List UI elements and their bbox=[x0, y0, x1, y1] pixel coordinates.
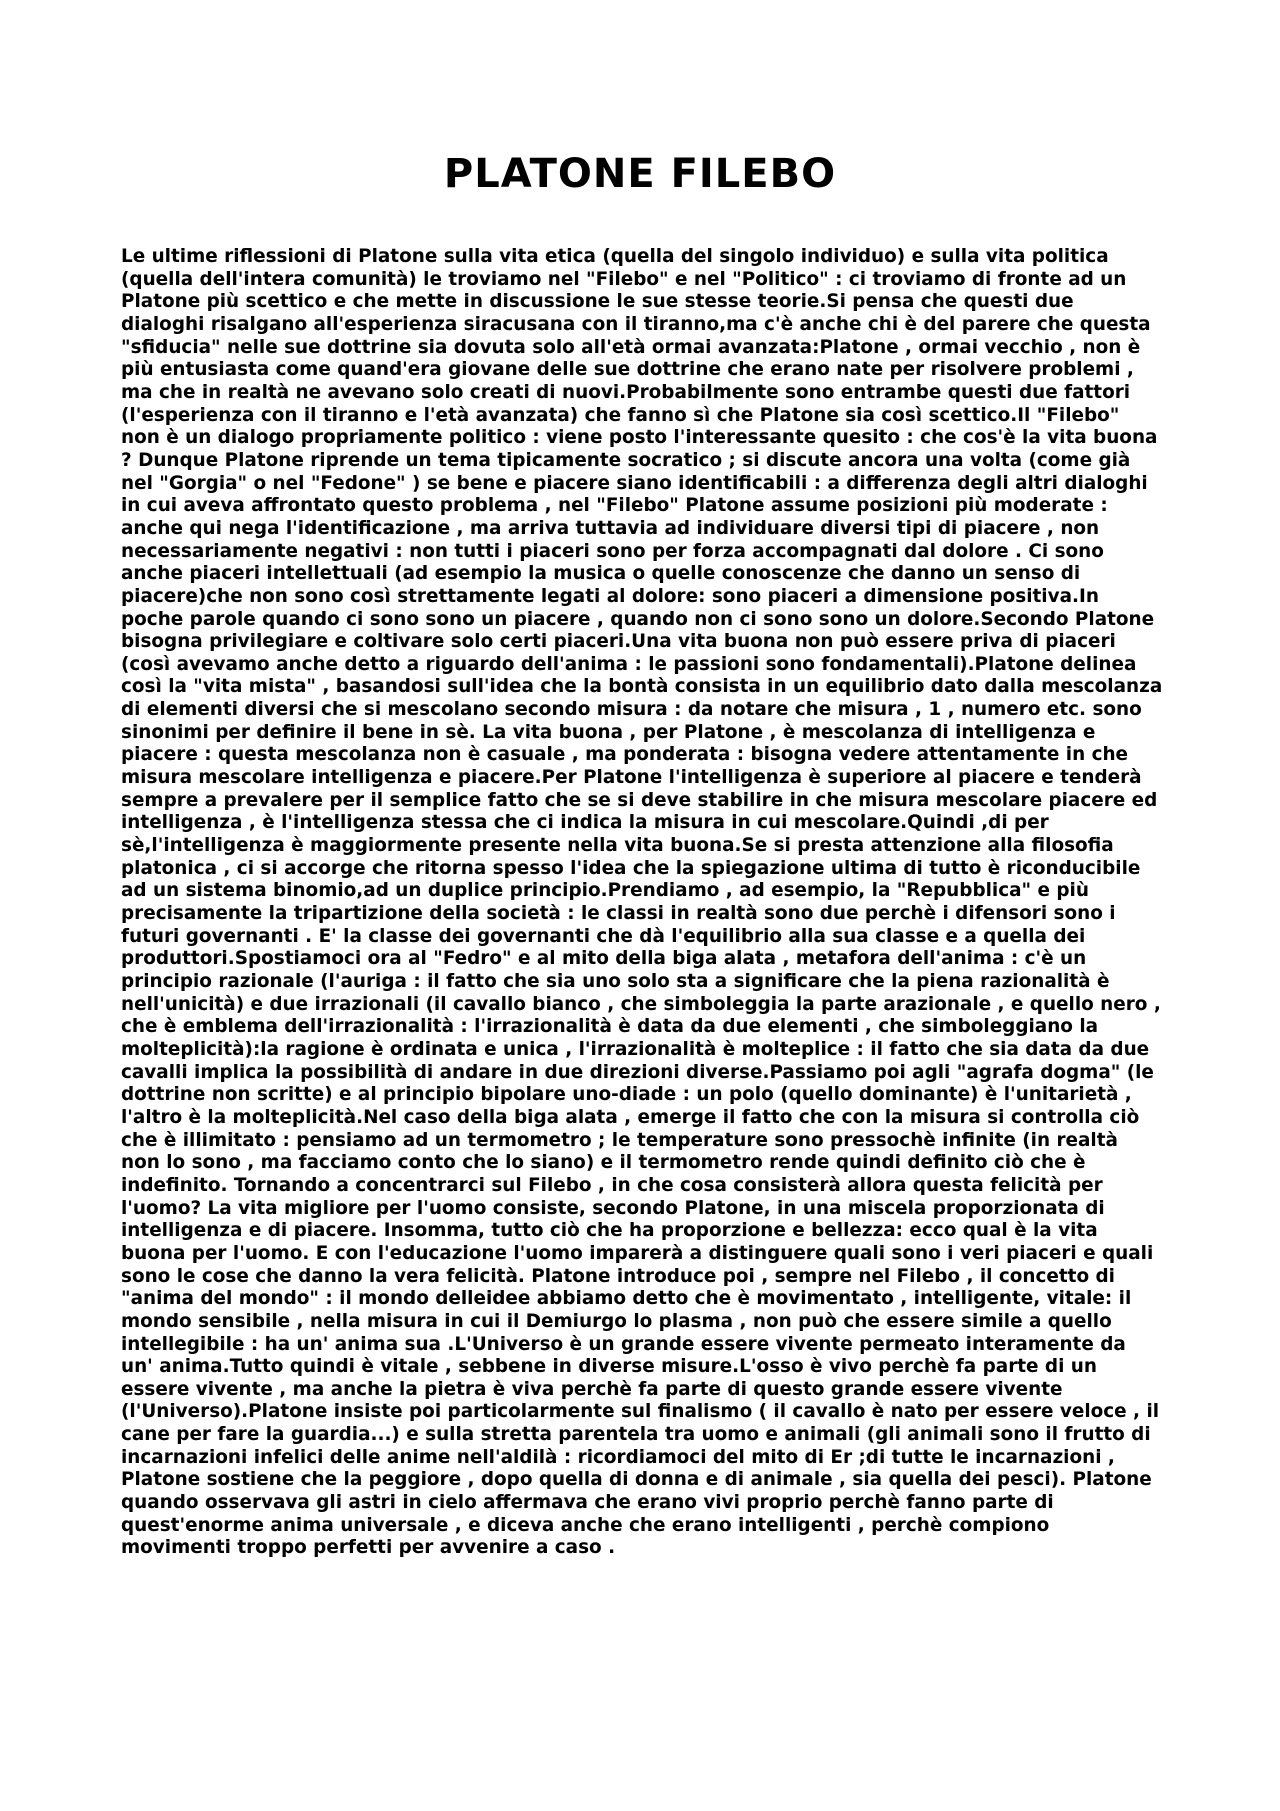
document-body-paragraph: Le ultime riflessioni di Platone sulla vita etica (quella del singolo individuo) e sulla vita politica (quella dell'intera comunità) le troviamo nel "Filebo" e nel "Politico" : ci troviamo di fronte ad un Platone più scettico e che mette in discussione le sue stesse teorie.Si pensa che questi due dialoghi risalgano all'esperienza siracusana con il tiranno,ma c'è anche chi è del parere che questa "sfiducia" nelle sue dottrine sia dovuta solo all'età ormai avanzata:Platone , ormai vecchio , non è più entusiasta come quand'era giovane delle sue dottrine che erano nate per risolvere problemi , ma che in realtà ne avevano solo creati di nuovi.Probabilmente sono entrambe questi due fattori (l'esperienza con il tiranno e l'età avanzata) che fanno sì che Platone sia così scettico.Il "Filebo" non è un dialogo propriamente politico : viene posto l'interessante quesito : che cos'è la vita buona ? Dunque Platone riprende un tema tipicamente socratico ; si discute ancora una volta (come già nel "Gorgia" o nel "Fedone" ) se bene e piacere siano identificabili : a differenza degli altri dialoghi in cui aveva affrontato questo problema , nel "Filebo" Platone assume posizioni più moderate : anche qui nega l'identificazione , ma arriva tuttavia ad individuare diversi tipi di piacere , non necessariamente negativi : non tutti i piaceri sono per forza accompagnati dal dolore . Ci sono anche piaceri intellettuali (ad esempio la musica o quelle conoscenze che danno un senso di piacere)che non sono così strettamente legati al dolore: sono piaceri a dimensione positiva.In poche parole quando ci sono sono un piacere , quando non ci sono sono un dolore.Secondo Platone bisogna privilegiare e coltivare solo certi piaceri.Una vita buona non può essere priva di piaceri (così avevamo anche detto a riguardo dell'anima : le passioni sono fondamentali).Platone delinea così la "vita mista" , basandosi sull'idea che la bontà consista in un equilibrio dato dalla mescolanza di elementi diversi che si mescolano secondo misura : da notare che misura , 1 , numero etc. sono sinonimi per definire il bene in sè. La vita buona , per Platone , è mescolanza di intelligenza e piacere : questa mescolanza non è casuale , ma ponderata : bisogna vedere attentamente in che misura mescolare intelligenza e piacere.Per Platone l'intelligenza è superiore al piacere e tenderà sempre a prevalere per il semplice fatto che se si deve stabilire in che misura mescolare piacere ed intelligenza , è l'intelligenza stessa che ci indica la misura in cui mescolare.Quindi ,di per sè,l'intelligenza è maggiormente presente nella vita buona.Se si presta attenzione alla filosofia platonica , ci si accorge che ritorna spesso l'idea che la spiegazione ultima di tutto è riconducibile ad un sistema binomio,ad un duplice principio.Prendiamo , ad esempio, la "Repubblica" e più precisamente la tripartizione della società : le classi in realtà sono due perchè i difensori sono i futuri governanti . E' la classe dei governanti che dà l'equilibrio alla sua classe e a quella dei produttori.Spostiamoci ora al "Fedro" e al mito della biga alata , metafora dell'anima : c'è un principio razionale (l'auriga : il fatto che sia uno solo sta a significare che la piena razionalità è nell'unicità) e due irrazionali (il cavallo bianco , che simboleggia la parte arazionale , e quello nero , che è emblema dell'irrazionalità : l'irrazionalità è data da due elementi , che simboleggiano la molteplicità):la ragione è ordinata e unica , l'irrazionalità è molteplice : il fatto che sia data da due cavalli implica la possibilità di andare in due direzioni diverse.Passiamo poi agli "agrafa dogma" (le dottrine non scritte) e al principio bipolare uno-diade : un polo (quello dominante) è l'unitarietà , l'altro è la molteplicità.Nel caso della biga alata , emerge il fatto che con la misura si controlla ciò che è illimitato : pensiamo ad un termometro ; le temperature sono pressochè infinite (in realtà non lo sono , ma facciamo conto che lo siano) e il termometro rende quindi definito ciò che è indefinito. Tornando a concentrarci sul Filebo , in che cosa consisterà allora questa felicità per l'uomo? La vita migliore per l'uomo consiste, secondo Platone, in una miscela proporzionata di intelligenza e di piacere. Insomma, tutto ciò che ha proporzione e bellezza: ecco qual è la vita buona per l'uomo. E con l'educazione l'uomo imparerà a distinguere quali sono i veri piaceri e quali sono le cose che danno la vera felicità. Platone introduce poi , sempre nel Filebo , il concetto di "anima del mondo" : il mondo delleidee abbiamo detto che è movimentato , intelligente, vitale: il mondo sensibile , nella misura in cui il Demiurgo lo plasma , non può che essere simile a quello intellegibile : ha un' anima sua .L'Universo è un grande essere vivente permeato interamente da un' anima.Tutto quindi è vitale , sebbene in diverse misure.L'osso è vivo perchè fa parte di un essere vivente , ma anche la pietra è viva perchè fa parte di questo grande essere vivente (l'Universo).Platone insiste poi particolarmente sul finalismo ( il cavallo è nato per essere veloce , il cane per fare la guardia...) e sulla stretta parentela tra uomo e animali (gli animali sono il frutto di incarnazioni infelici delle anime nell'aldilà : ricordiamoci del mito di Er ;di tutte le incarnazioni , Platone sostiene che la peggiore , dopo quella di donna e di animale , sia quella dei pesci). Platone quando osservava gli astri in cielo affermava che erano vivi proprio perchè fanno parte di quest'enorme anima universale , e diceva anche che erano intelligenti , perchè compiono movimenti troppo perfetti per avvenire a caso . bbox=[121, 246, 1163, 1559]
document-title: PLATONE FILEBO bbox=[443, 151, 837, 197]
